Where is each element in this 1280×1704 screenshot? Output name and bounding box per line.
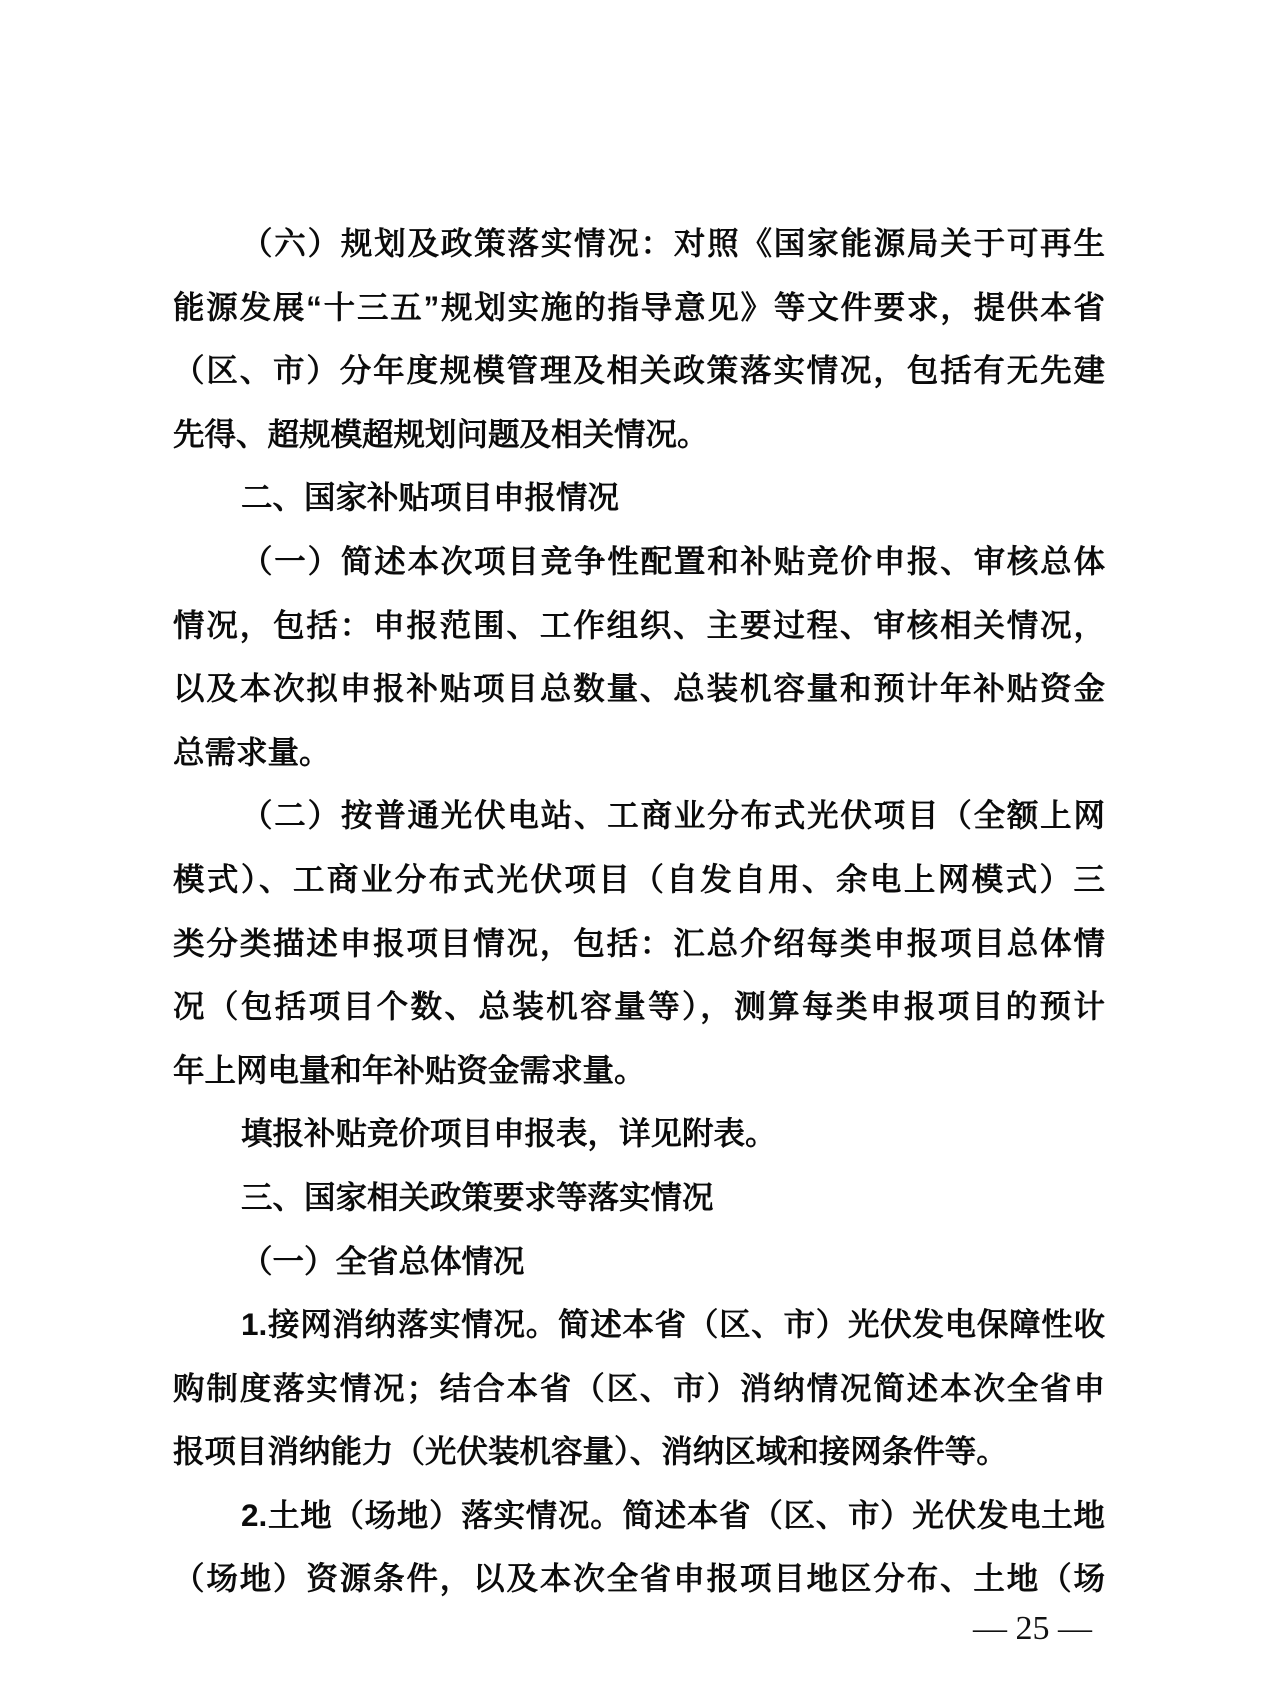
document-line: 填报补贴竞价项目申报表，详见附表。 bbox=[241, 1115, 777, 1152]
document-line: （二）按普通光伏电站、工商业分布式光伏项目（全额上网 bbox=[241, 797, 1105, 834]
document-line: 报项目消纳能力（光伏装机容量）、消纳区域和接网条件等。 bbox=[173, 1433, 1008, 1470]
document-line: （场地）资源条件，以及本次全省申报项目地区分布、土地（场 bbox=[173, 1560, 1105, 1597]
document-heading-line: （一）全省总体情况 bbox=[241, 1242, 525, 1279]
page-number: — 25 — bbox=[973, 1610, 1092, 1647]
page-footer bbox=[973, 1612, 1092, 1646]
document-line: 模式）、工商业分布式光伏项目（自发自用、余电上网模式）三 bbox=[173, 860, 1105, 897]
document-line: （一）简述本次项目竞争性配置和补贴竞价申报、审核总体 bbox=[241, 542, 1105, 579]
document-line: （区、市）分年度规模管理及相关政策落实情况，包括有无先建 bbox=[173, 352, 1105, 389]
document-line: 类分类描述申报项目情况，包括：汇总介绍每类申报项目总体情 bbox=[173, 924, 1105, 961]
document-body bbox=[173, 212, 1105, 1611]
document-line: 能源发展“十三五”规划实施的指导意见》等文件要求，提供本省 bbox=[173, 288, 1105, 325]
document-line: 总需求量。 bbox=[173, 733, 331, 770]
document-line: 年上网电量和年补贴资金需求量。 bbox=[173, 1051, 646, 1088]
document-line: 购制度落实情况；结合本省（区、市）消纳情况简述本次全省申 bbox=[173, 1369, 1105, 1406]
document-line: 1.接网消纳落实情况。简述本省（区、市）光伏发电保障性收 bbox=[241, 1306, 1105, 1343]
document-line: 2.土地（场地）落实情况。简述本省（区、市）光伏发电土地 bbox=[241, 1496, 1105, 1533]
document-line: 况（包括项目个数、总装机容量等），测算每类申报项目的预计 bbox=[173, 988, 1105, 1025]
document-heading-line: 三、国家相关政策要求等落实情况 bbox=[241, 1178, 714, 1215]
document-line: 情况，包括：申报范围、工作组织、主要过程、审核相关情况， bbox=[173, 606, 1105, 643]
document-line: 先得、超规模超规划问题及相关情况。 bbox=[173, 415, 709, 452]
document-line: （六）规划及政策落实情况：对照《国家能源局关于可再生 bbox=[241, 225, 1105, 261]
document-line: 以及本次拟申报补贴项目总数量、总装机容量和预计年补贴资金 bbox=[173, 670, 1105, 707]
document-heading-line: 二、国家补贴项目申报情况 bbox=[241, 479, 620, 516]
